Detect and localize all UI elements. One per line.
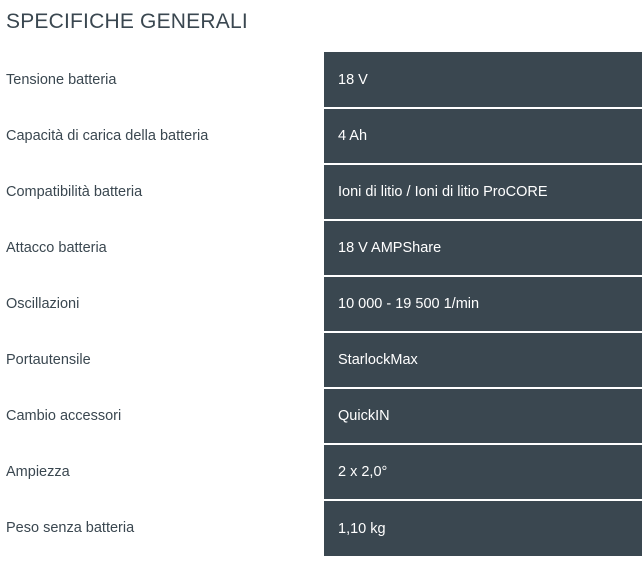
table-row (0, 276, 642, 332)
page-title: SPECIFICHE GENERALI (6, 10, 248, 33)
spec-label: Attacco batteria (0, 220, 324, 276)
spec-value: 4 Ah (324, 108, 642, 164)
specifications-table (0, 52, 642, 556)
spec-label: Oscillazioni (0, 276, 324, 332)
table-row (0, 332, 642, 388)
table-row (0, 500, 642, 556)
table-row (0, 220, 642, 276)
table-row (0, 164, 642, 220)
spec-label: Cambio accessori (0, 388, 324, 444)
spec-label: Capacità di carica della batteria (0, 108, 324, 164)
specifications-table-body (0, 52, 642, 556)
spec-value: 2 x 2,0° (324, 444, 642, 500)
table-row (0, 444, 642, 500)
table-row (0, 388, 642, 444)
spec-value: 18 V AMPShare (324, 220, 642, 276)
spec-value: 1,10 kg (324, 500, 642, 556)
spec-value: 10 000 - 19 500 1/min (324, 276, 642, 332)
table-row (0, 52, 642, 108)
spec-label: Portautensile (0, 332, 324, 388)
spec-label: Tensione batteria (0, 52, 324, 108)
spec-label: Peso senza batteria (0, 500, 324, 556)
spec-value: Ioni di litio / Ioni di litio ProCORE (324, 164, 642, 220)
spec-value: QuickIN (324, 388, 642, 444)
spec-label: Ampiezza (0, 444, 324, 500)
spec-value: StarlockMax (324, 332, 642, 388)
table-row (0, 108, 642, 164)
spec-label: Compatibilità batteria (0, 164, 324, 220)
spec-value: 18 V (324, 52, 642, 108)
